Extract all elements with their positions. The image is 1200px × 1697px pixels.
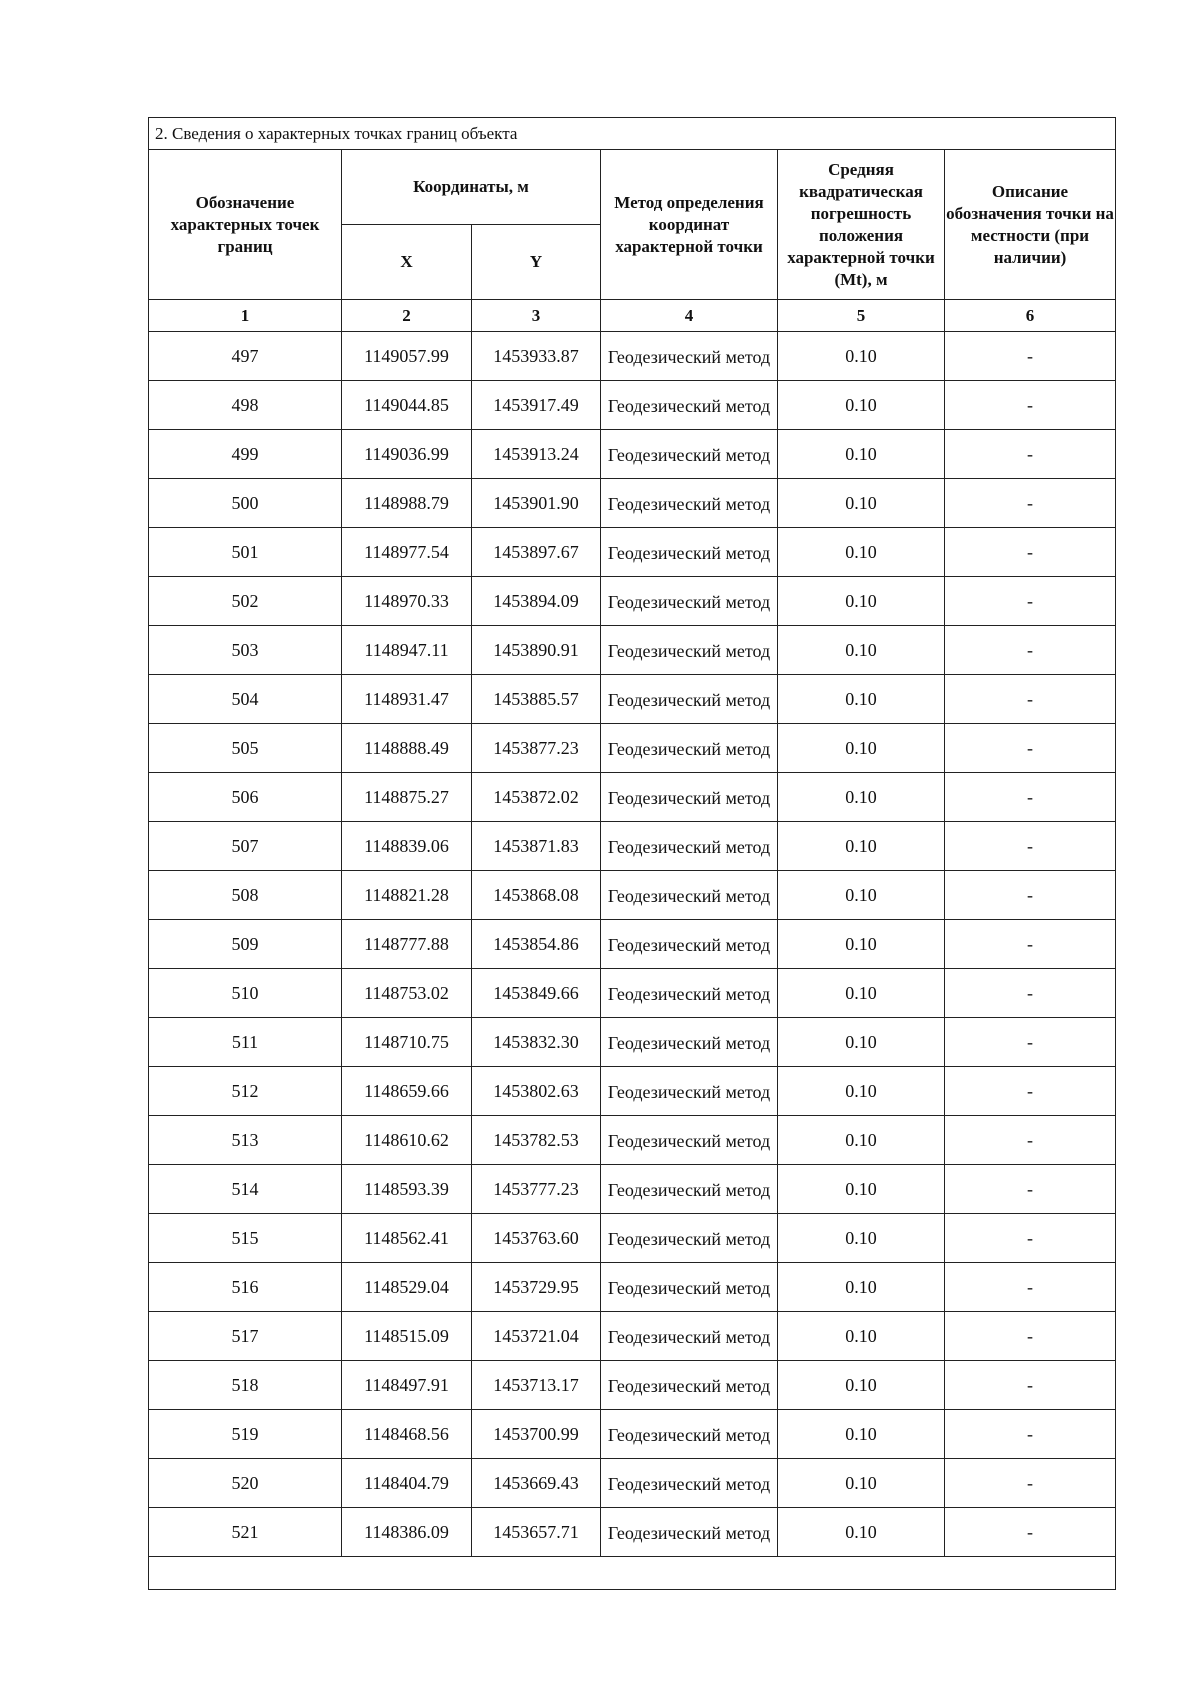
- method-cell: Геодезический метод: [601, 1116, 778, 1165]
- point-cell: 518: [149, 1361, 342, 1410]
- table-row: [149, 528, 1116, 577]
- y-coordinate-cell: 1453917.49: [472, 381, 601, 430]
- y-coordinate-cell: 1453933.87: [472, 332, 601, 381]
- y-coordinate-cell: 1453849.66: [472, 969, 601, 1018]
- error-cell: 0.10: [778, 577, 945, 626]
- x-coordinate-cell: 1149036.99: [342, 430, 472, 479]
- point-cell: 517: [149, 1312, 342, 1361]
- table-row: [149, 724, 1116, 773]
- point-cell: 503: [149, 626, 342, 675]
- x-coordinate-cell: 1148753.02: [342, 969, 472, 1018]
- table-row: [149, 1116, 1116, 1165]
- method-cell: Геодезический метод: [601, 822, 778, 871]
- error-cell: 0.10: [778, 1214, 945, 1263]
- table-row: [149, 332, 1116, 381]
- table-row: [149, 1018, 1116, 1067]
- point-cell: 514: [149, 1165, 342, 1214]
- table-row: [149, 675, 1116, 724]
- x-coordinate-cell: 1148947.11: [342, 626, 472, 675]
- method-cell: Геодезический метод: [601, 430, 778, 479]
- error-cell: 0.10: [778, 1312, 945, 1361]
- table-row: [149, 1508, 1116, 1557]
- description-cell: -: [945, 1312, 1116, 1361]
- header-method: Метод определения координат характерной точки: [601, 150, 778, 300]
- table-row: [149, 822, 1116, 871]
- method-cell: Геодезический метод: [601, 1214, 778, 1263]
- y-coordinate-cell: 1453669.43: [472, 1459, 601, 1508]
- description-cell: -: [945, 773, 1116, 822]
- y-coordinate-cell: 1453885.57: [472, 675, 601, 724]
- error-cell: 0.10: [778, 1459, 945, 1508]
- point-cell: 515: [149, 1214, 342, 1263]
- description-cell: -: [945, 577, 1116, 626]
- error-cell: 0.10: [778, 1508, 945, 1557]
- x-coordinate-cell: 1148988.79: [342, 479, 472, 528]
- point-cell: 520: [149, 1459, 342, 1508]
- point-cell: 497: [149, 332, 342, 381]
- error-cell: 0.10: [778, 871, 945, 920]
- error-cell: 0.10: [778, 1410, 945, 1459]
- method-cell: Геодезический метод: [601, 1508, 778, 1557]
- point-cell: 510: [149, 969, 342, 1018]
- y-coordinate-cell: 1453894.09: [472, 577, 601, 626]
- table-row: [149, 430, 1116, 479]
- point-cell: 500: [149, 479, 342, 528]
- y-coordinate-cell: 1453877.23: [472, 724, 601, 773]
- y-coordinate-cell: 1453832.30: [472, 1018, 601, 1067]
- header-error: Средняя квадратическая погрешность положения характерной точки (Mt), м: [778, 150, 945, 300]
- description-cell: -: [945, 1214, 1116, 1263]
- table-row: [149, 479, 1116, 528]
- table-row: [149, 969, 1116, 1018]
- method-cell: Геодезический метод: [601, 724, 778, 773]
- description-cell: -: [945, 1459, 1116, 1508]
- error-cell: 0.10: [778, 430, 945, 479]
- section-title: 2. Сведения о характерных точках границ объекта: [149, 118, 1116, 150]
- method-cell: Геодезический метод: [601, 675, 778, 724]
- method-cell: Геодезический метод: [601, 1165, 778, 1214]
- description-cell: -: [945, 626, 1116, 675]
- x-coordinate-cell: 1148931.47: [342, 675, 472, 724]
- x-coordinate-cell: 1148777.88: [342, 920, 472, 969]
- header-x: X: [342, 225, 472, 300]
- column-number: 4: [601, 300, 778, 332]
- description-cell: -: [945, 332, 1116, 381]
- description-cell: -: [945, 1508, 1116, 1557]
- method-cell: Геодезический метод: [601, 1018, 778, 1067]
- description-cell: -: [945, 1361, 1116, 1410]
- y-coordinate-cell: 1453763.60: [472, 1214, 601, 1263]
- table-row: [149, 1361, 1116, 1410]
- point-cell: 505: [149, 724, 342, 773]
- error-cell: 0.10: [778, 1263, 945, 1312]
- description-cell: -: [945, 969, 1116, 1018]
- error-cell: 0.10: [778, 969, 945, 1018]
- error-cell: 0.10: [778, 675, 945, 724]
- y-coordinate-cell: 1453897.67: [472, 528, 601, 577]
- error-cell: 0.10: [778, 822, 945, 871]
- x-coordinate-cell: 1148497.91: [342, 1361, 472, 1410]
- description-cell: -: [945, 822, 1116, 871]
- description-cell: -: [945, 1018, 1116, 1067]
- y-coordinate-cell: 1453802.63: [472, 1067, 601, 1116]
- point-cell: 498: [149, 381, 342, 430]
- header-coordinates: Координаты, м: [342, 150, 601, 225]
- description-cell: -: [945, 1165, 1116, 1214]
- table-row: [149, 920, 1116, 969]
- table-row: [149, 1312, 1116, 1361]
- column-number: 3: [472, 300, 601, 332]
- x-coordinate-cell: 1148529.04: [342, 1263, 472, 1312]
- method-cell: Геодезический метод: [601, 332, 778, 381]
- method-cell: Геодезический метод: [601, 773, 778, 822]
- point-cell: 512: [149, 1067, 342, 1116]
- error-cell: 0.10: [778, 1116, 945, 1165]
- description-cell: -: [945, 871, 1116, 920]
- point-cell: 508: [149, 871, 342, 920]
- boundary-points-table: [148, 117, 1116, 1590]
- x-coordinate-cell: 1148610.62: [342, 1116, 472, 1165]
- x-coordinate-cell: 1148659.66: [342, 1067, 472, 1116]
- table-row: [149, 1410, 1116, 1459]
- header-y: Y: [472, 225, 601, 300]
- point-cell: 504: [149, 675, 342, 724]
- y-coordinate-cell: 1453890.91: [472, 626, 601, 675]
- point-cell: 507: [149, 822, 342, 871]
- header-description: Описание обозначения точки на местности (при наличии): [945, 150, 1116, 300]
- table-row: [149, 626, 1116, 675]
- point-cell: 501: [149, 528, 342, 577]
- point-cell: 509: [149, 920, 342, 969]
- table-row: [149, 577, 1116, 626]
- column-number: 1: [149, 300, 342, 332]
- error-cell: 0.10: [778, 724, 945, 773]
- column-number-row: [149, 300, 1116, 332]
- y-coordinate-cell: 1453872.02: [472, 773, 601, 822]
- method-cell: Геодезический метод: [601, 626, 778, 675]
- point-cell: 516: [149, 1263, 342, 1312]
- point-cell: 521: [149, 1508, 342, 1557]
- description-cell: -: [945, 479, 1116, 528]
- x-coordinate-cell: 1149044.85: [342, 381, 472, 430]
- method-cell: Геодезический метод: [601, 528, 778, 577]
- x-coordinate-cell: 1148515.09: [342, 1312, 472, 1361]
- method-cell: Геодезический метод: [601, 1263, 778, 1312]
- x-coordinate-cell: 1149057.99: [342, 332, 472, 381]
- method-cell: Геодезический метод: [601, 577, 778, 626]
- y-coordinate-cell: 1453713.17: [472, 1361, 601, 1410]
- error-cell: 0.10: [778, 1165, 945, 1214]
- point-cell: 499: [149, 430, 342, 479]
- point-cell: 513: [149, 1116, 342, 1165]
- x-coordinate-cell: 1148562.41: [342, 1214, 472, 1263]
- table-body: [149, 332, 1116, 1557]
- y-coordinate-cell: 1453777.23: [472, 1165, 601, 1214]
- description-cell: -: [945, 1410, 1116, 1459]
- description-cell: -: [945, 724, 1116, 773]
- column-number: 2: [342, 300, 472, 332]
- description-cell: -: [945, 430, 1116, 479]
- table-row: [149, 1214, 1116, 1263]
- error-cell: 0.10: [778, 773, 945, 822]
- error-cell: 0.10: [778, 381, 945, 430]
- x-coordinate-cell: 1148977.54: [342, 528, 472, 577]
- table-row: [149, 871, 1116, 920]
- y-coordinate-cell: 1453729.95: [472, 1263, 601, 1312]
- method-cell: Геодезический метод: [601, 479, 778, 528]
- method-cell: Геодезический метод: [601, 1361, 778, 1410]
- y-coordinate-cell: 1453871.83: [472, 822, 601, 871]
- y-coordinate-cell: 1453657.71: [472, 1508, 601, 1557]
- point-cell: 519: [149, 1410, 342, 1459]
- column-number: 6: [945, 300, 1116, 332]
- method-cell: Геодезический метод: [601, 871, 778, 920]
- table-row: [149, 1165, 1116, 1214]
- description-cell: -: [945, 528, 1116, 577]
- y-coordinate-cell: 1453901.90: [472, 479, 601, 528]
- y-coordinate-cell: 1453913.24: [472, 430, 601, 479]
- method-cell: Геодезический метод: [601, 969, 778, 1018]
- x-coordinate-cell: 1148888.49: [342, 724, 472, 773]
- error-cell: 0.10: [778, 626, 945, 675]
- table-row: [149, 773, 1116, 822]
- x-coordinate-cell: 1148710.75: [342, 1018, 472, 1067]
- x-coordinate-cell: 1148593.39: [342, 1165, 472, 1214]
- description-cell: -: [945, 381, 1116, 430]
- error-cell: 0.10: [778, 1018, 945, 1067]
- description-cell: -: [945, 1263, 1116, 1312]
- y-coordinate-cell: 1453721.04: [472, 1312, 601, 1361]
- column-number: 5: [778, 300, 945, 332]
- empty-footer-cell: [149, 1557, 1116, 1590]
- method-cell: Геодезический метод: [601, 1312, 778, 1361]
- error-cell: 0.10: [778, 528, 945, 577]
- description-cell: -: [945, 675, 1116, 724]
- point-cell: 502: [149, 577, 342, 626]
- y-coordinate-cell: 1453854.86: [472, 920, 601, 969]
- x-coordinate-cell: 1148875.27: [342, 773, 472, 822]
- method-cell: Геодезический метод: [601, 1410, 778, 1459]
- error-cell: 0.10: [778, 479, 945, 528]
- table-row: [149, 1263, 1116, 1312]
- method-cell: Геодезический метод: [601, 920, 778, 969]
- method-cell: Геодезический метод: [601, 1459, 778, 1508]
- header-point-designation: Обозначение характерных точек границ: [149, 150, 342, 300]
- x-coordinate-cell: 1148386.09: [342, 1508, 472, 1557]
- error-cell: 0.10: [778, 1361, 945, 1410]
- point-cell: 506: [149, 773, 342, 822]
- empty-footer-row: [149, 1557, 1116, 1590]
- method-cell: Геодезический метод: [601, 381, 778, 430]
- error-cell: 0.10: [778, 332, 945, 381]
- x-coordinate-cell: 1148821.28: [342, 871, 472, 920]
- point-cell: 511: [149, 1018, 342, 1067]
- description-cell: -: [945, 1067, 1116, 1116]
- error-cell: 0.10: [778, 1067, 945, 1116]
- y-coordinate-cell: 1453782.53: [472, 1116, 601, 1165]
- x-coordinate-cell: 1148468.56: [342, 1410, 472, 1459]
- x-coordinate-cell: 1148970.33: [342, 577, 472, 626]
- y-coordinate-cell: 1453868.08: [472, 871, 601, 920]
- method-cell: Геодезический метод: [601, 1067, 778, 1116]
- table-row: [149, 1067, 1116, 1116]
- error-cell: 0.10: [778, 920, 945, 969]
- table-row: [149, 381, 1116, 430]
- y-coordinate-cell: 1453700.99: [472, 1410, 601, 1459]
- description-cell: -: [945, 920, 1116, 969]
- description-cell: -: [945, 1116, 1116, 1165]
- table-row: [149, 1459, 1116, 1508]
- x-coordinate-cell: 1148404.79: [342, 1459, 472, 1508]
- x-coordinate-cell: 1148839.06: [342, 822, 472, 871]
